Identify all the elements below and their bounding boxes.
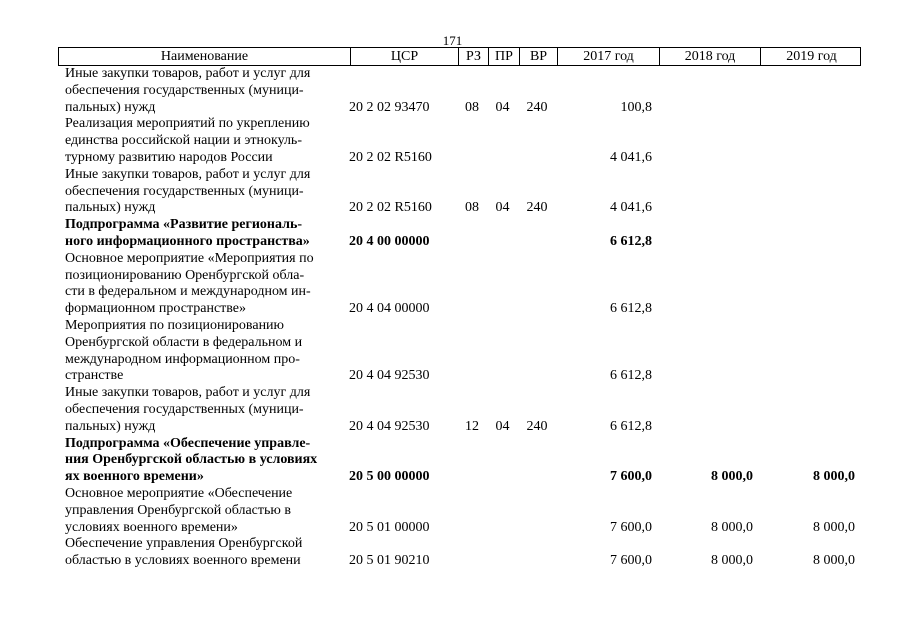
row-rz: 12 <box>465 418 479 434</box>
table-row <box>58 486 861 536</box>
row-csr: 20 5 00 00000 <box>349 469 430 485</box>
row-csr: 20 2 02 R5160 <box>349 149 432 165</box>
header-2018: 2018 год <box>659 48 760 65</box>
row-2017: 6 612,8 <box>610 233 652 249</box>
header-2019: 2019 год <box>760 48 862 65</box>
row-name-line: пальных) нужд <box>65 200 156 216</box>
row-vr: 240 <box>526 99 548 115</box>
row-name-line: пальных) нужд <box>65 99 156 115</box>
row-name-line: сти в федеральном и международном ин- <box>65 284 311 300</box>
row-2018: 8 000,0 <box>711 469 753 485</box>
row-2017: 7 600,0 <box>610 553 652 569</box>
row-2017: 6 612,8 <box>610 368 652 384</box>
row-pr: 04 <box>495 99 510 115</box>
header-rz: РЗ <box>458 48 488 65</box>
row-rz: 08 <box>465 200 479 216</box>
table-row <box>58 66 861 116</box>
row-name <box>58 116 349 166</box>
row-vr: 240 <box>526 418 548 434</box>
row-name-line: турному развитию народов России <box>65 149 273 165</box>
row-name-line: обеспечения государственных (муници- <box>65 401 304 417</box>
row-2018: 8 000,0 <box>711 553 753 569</box>
row-2017: 4 041,6 <box>610 149 652 165</box>
row-name <box>58 436 349 486</box>
row-name-line: Основное мероприятие «Обеспечение <box>65 485 293 501</box>
row-name-line: Иные закупки товаров, работ и услуг для <box>65 166 311 182</box>
header-csr: ЦСР <box>350 48 458 65</box>
row-name-line: Иные закупки товаров, работ и услуг для <box>65 385 311 401</box>
row-name-line: единства российской нации и этнокуль- <box>65 133 302 149</box>
table-row <box>58 167 861 217</box>
row-name-line: Подпрограмма «Обеспечение управле- <box>65 435 311 451</box>
row-name-line: областью в условиях военного времени <box>65 553 301 569</box>
row-name-line: Реализация мероприятий по укреплению <box>65 116 310 132</box>
row-vr: 240 <box>526 200 548 216</box>
row-csr: 20 2 02 R5160 <box>349 200 432 216</box>
row-name <box>58 217 349 251</box>
row-name <box>58 251 349 318</box>
row-name-line: позиционированию Оренбургской обла- <box>65 267 305 283</box>
row-name <box>58 385 349 435</box>
row-name-line: международном информационном про- <box>65 351 300 367</box>
table-row <box>58 436 861 486</box>
row-rz: 08 <box>465 99 479 115</box>
row-csr: 20 4 04 92530 <box>349 418 430 434</box>
table-row <box>58 318 861 385</box>
row-name-line: обеспечения государственных (муници- <box>65 82 304 98</box>
row-2017: 4 041,6 <box>610 200 652 216</box>
row-name-line: условиях военного времени» <box>65 519 238 535</box>
row-2017: 6 612,8 <box>610 418 652 434</box>
row-name-line: Основное мероприятие «Мероприятия по <box>65 250 314 266</box>
row-name-line: Иные закупки товаров, работ и услуг для <box>65 66 311 81</box>
row-name-line: обеспечения государственных (муници- <box>65 183 304 199</box>
row-name <box>58 486 349 536</box>
row-csr: 20 5 01 00000 <box>349 519 430 535</box>
header-pr: ПР <box>488 48 519 65</box>
row-name-line: формационном пространстве» <box>65 301 247 317</box>
row-name-line: Мероприятия по позиционированию <box>65 317 285 333</box>
row-2019: 8 000,0 <box>813 519 855 535</box>
row-2017: 7 600,0 <box>610 469 652 485</box>
row-pr: 04 <box>495 200 510 216</box>
row-2019: 8 000,0 <box>813 553 855 569</box>
row-csr: 20 4 04 00000 <box>349 301 430 317</box>
row-csr: 20 4 00 00000 <box>349 233 430 249</box>
row-name-line: странстве <box>65 368 124 384</box>
table-row <box>58 217 861 251</box>
row-name-line: Подпрограмма «Развитие региональ- <box>65 217 303 233</box>
table-row <box>58 536 861 570</box>
row-name <box>58 167 349 217</box>
row-name-line: управления Оренбургской областью в <box>65 502 291 518</box>
table-row <box>58 385 861 435</box>
row-name <box>58 318 349 385</box>
row-pr: 04 <box>495 418 510 434</box>
row-csr: 20 5 01 90210 <box>349 553 430 569</box>
row-2019: 8 000,0 <box>813 469 855 485</box>
row-2017: 6 612,8 <box>610 301 652 317</box>
row-name-line: Оренбургской области в федеральном и <box>65 334 303 350</box>
row-name-line: пальных) нужд <box>65 418 156 434</box>
row-csr: 20 2 02 93470 <box>349 99 430 115</box>
budget-table <box>58 47 861 570</box>
row-2017: 100,8 <box>620 99 652 115</box>
row-name-line: Обеспечение управления Оренбургской <box>65 536 303 552</box>
header-name: Наименование <box>160 49 249 64</box>
row-name-line: ного информационного пространства» <box>65 233 310 249</box>
row-csr: 20 4 04 92530 <box>349 368 430 384</box>
row-name <box>58 66 349 116</box>
row-name-line: ния Оренбургской областью в условиях <box>65 452 318 468</box>
table-row <box>58 251 861 318</box>
header-vr: ВР <box>519 48 557 65</box>
row-name <box>58 536 349 570</box>
page-number: 171 <box>442 33 463 48</box>
table-body <box>58 66 861 570</box>
header-2017: 2017 год <box>557 48 659 65</box>
row-2018: 8 000,0 <box>711 519 753 535</box>
table-row <box>58 116 861 166</box>
row-name-line: ях военного времени» <box>65 469 204 485</box>
row-2017: 7 600,0 <box>610 519 652 535</box>
table-header <box>58 47 861 66</box>
